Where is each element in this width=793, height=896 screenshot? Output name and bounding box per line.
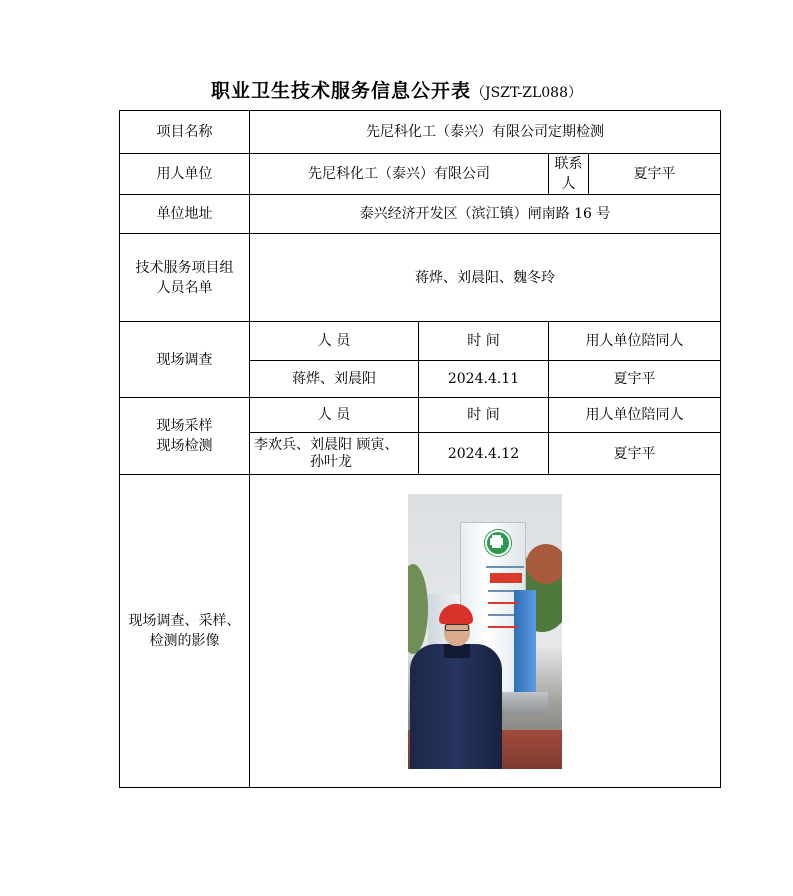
site-photo	[408, 494, 562, 769]
photo-label	[120, 475, 250, 788]
sampling-label-line1: 现场采样	[156, 418, 213, 434]
sign-blue-panel	[514, 590, 536, 700]
person-jacket	[410, 644, 502, 769]
team-label	[120, 234, 250, 322]
sampling-time: 2024.4.12	[419, 433, 549, 475]
survey-escort: 夏宇平	[549, 361, 721, 398]
row-survey-header	[120, 322, 721, 361]
survey-header-people: 人 员	[250, 322, 419, 361]
info-table	[119, 110, 721, 788]
employer-label: 用人单位	[120, 154, 250, 195]
survey-people: 蒋烨、刘晨阳	[250, 361, 419, 398]
tree-left	[408, 564, 428, 654]
survey-header-escort: 用人单位陪同人	[549, 322, 721, 361]
sign-text-line	[488, 590, 514, 592]
survey-time: 2024.4.11	[419, 361, 549, 398]
title-text: 职业卫生技术服务信息公开表	[211, 80, 472, 102]
survey-header-time: 时 间	[419, 322, 549, 361]
sign-text-line	[488, 614, 514, 616]
sign-text-line	[488, 626, 518, 628]
project-name-value: 先尼科化工（泰兴）有限公司定期检测	[250, 111, 721, 154]
sampling-header-escort: 用人单位陪同人	[549, 398, 721, 433]
sampling-header-people: 人 员	[250, 398, 419, 433]
contact-value: 夏宇平	[589, 154, 721, 195]
cross-bar-icon	[490, 538, 503, 545]
survey-label: 现场调查	[120, 322, 250, 398]
employer-value: 先尼科化工（泰兴）有限公司	[250, 154, 549, 195]
photo-label-line2: 检测的影像	[149, 633, 220, 649]
address-value: 泰兴经济开发区（滨江镇）闸南路 16 号	[250, 195, 721, 234]
project-name-label: 项目名称	[120, 111, 250, 154]
sampling-label-line2: 现场检测	[156, 438, 213, 454]
sampling-people-line1: 李欢兵、刘晨阳 顾寅、	[254, 436, 399, 453]
row-sampling-header	[120, 398, 721, 433]
address-label: 单位地址	[120, 195, 250, 234]
row-employer	[120, 154, 721, 195]
team-value: 蒋烨、刘晨阳、魏冬玲	[250, 234, 721, 322]
photo-label-line1: 现场调查、采样、	[128, 613, 241, 629]
row-photo	[120, 475, 721, 788]
page-title	[0, 76, 793, 103]
sampling-header-time: 时 间	[419, 398, 549, 433]
photo-cell	[250, 475, 721, 788]
contact-label: 联系人	[549, 154, 589, 195]
team-label-line1: 技术服务项目组	[135, 259, 234, 276]
glasses-icon	[445, 624, 469, 631]
title-code: （JSZT-ZL088）	[471, 85, 582, 101]
row-project-name	[120, 111, 721, 154]
sign-red-counter	[490, 573, 522, 583]
sampling-label	[120, 398, 250, 475]
row-team	[120, 234, 721, 322]
tree-red-leaves	[526, 544, 562, 584]
sign-text-line	[488, 602, 518, 604]
team-label-line2: 人员名单	[156, 279, 213, 296]
sampling-escort: 夏宇平	[549, 433, 721, 475]
row-address	[120, 195, 721, 234]
person-collar	[444, 644, 470, 658]
sampling-people	[250, 433, 419, 475]
sign-text-line	[486, 566, 524, 568]
sampling-people-line2: 孙叶龙	[310, 453, 352, 470]
